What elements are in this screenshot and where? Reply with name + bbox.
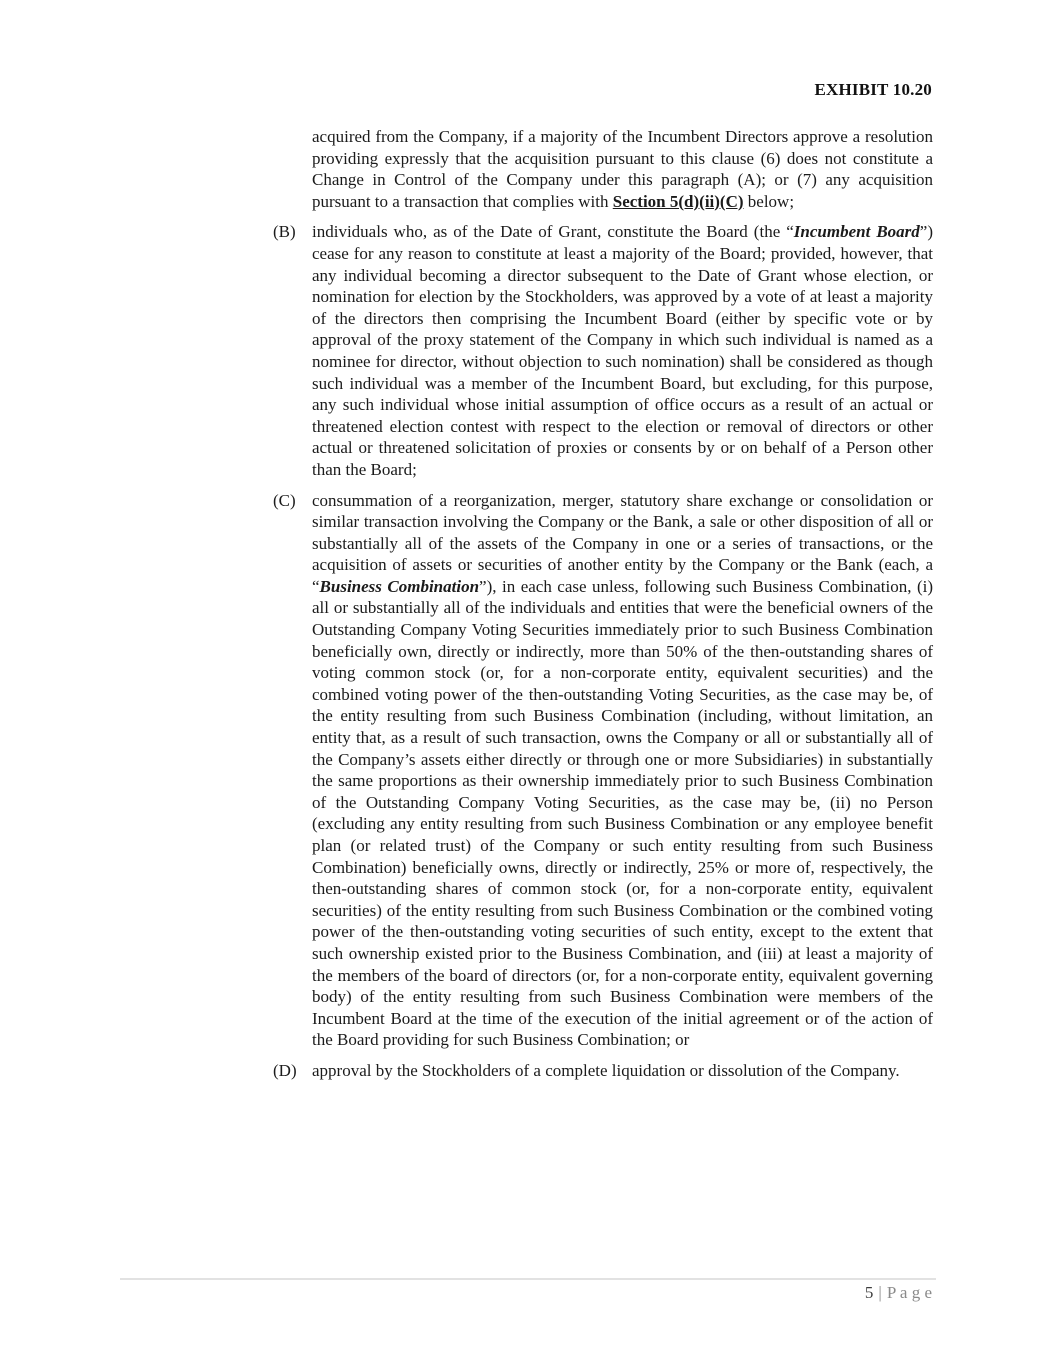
document-body <box>273 126 933 1091</box>
paragraph-d <box>273 1060 933 1082</box>
paragraph-c <box>273 490 933 1051</box>
footer-divider <box>120 1278 936 1280</box>
footer-page-label: P a g e <box>886 1283 932 1302</box>
paragraph-b <box>273 221 933 480</box>
paragraph-c-text: consummation of a reorganization, merger, statutory share exchange or consolidation or similar transaction involving the Company or the Bank, a sale or other disposition of all or substantially all of the assets of the Company in one or a series of transactions, or the acquisition of assets or securities of another entity by the Company or the Bank (each, a “Business Combination”), in each case unless, following such Business Combination, (i) all or substantially all of the individuals and entities that were the beneficial owners of the Outstanding Company Voting Securities immediately prior to such Business Combination beneficially own, directly or indirectly, more than 50% of the then-outstanding shares of voting common stock (or, for a non-corporate entity, equivalent securities) and the combined voting power of the then-outstanding Voting Securities, as the case may be, of the entity resulting from such Business Combination (including, without limitation, an entity that, as a result of such transaction, owns the Company or all or substantially all of the Company’s assets either directly or through one or more Subsidiaries) in substantially the same proportions as their ownership immediately prior to such Business Combination of the Outstanding Company Voting Securities, as the case may be, (ii) no Person (excluding any entity resulting from such Business Combination or any employee benefit plan (or related trust) of the Company or such entity resulting from such Business Combination) beneficially owns, directly or indirectly, 25% or more of, respectively, the then-outstanding shares of common stock (or, for a non-corporate entity, equivalent securities) of the entity resulting from such Business Combination or the combined voting power of the then-outstanding voting securities of such entity, except to the extent that such ownership existed prior to the Business Combination, and (iii) at least a majority of the members of the board of directors (or, for a non-corporate entity, equivalent governing body) of the entity resulting from such Business Combination were members of the Incumbent Board at the time of the execution of the initial agreement or of the action of the Board providing for such Business Combination; or <box>312 490 933 1050</box>
exhibit-header: EXHIBIT 10.20 <box>814 80 932 99</box>
paragraph-d-text: approval by the Stockholders of a complete liquidation or dissolution of the Company. <box>312 1060 900 1080</box>
page-footer <box>865 1283 932 1303</box>
footer-separator: | <box>878 1283 882 1302</box>
paragraph-c-label: (C) <box>273 490 296 510</box>
paragraph-d-label: (D) <box>273 1060 297 1080</box>
paragraph-b-text: individuals who, as of the Date of Grant, constitute the Board (the “Incumbent Board”) cease for any reason to constitute at least a majority of the Board; provided, however, that any individual becoming a director subsequent to the Date of Grant whose election, or nomination for election by the Stockholders, was approved by a vote of at least a majority of the directors then comprising the Incumbent Board (either by specific vote or by approval of the proxy statement of the Company in which such individual is named as a nominee for director, without objection to such nomination) shall be considered as though such individual was a member of the Incumbent Board, but excluding, for this purpose, any such individual whose initial assumption of office occurs as a result of an actual or threatened election contest with respect to the election or removal of directors or other actual or threatened solicitation of proxies or consents by or on behalf of a Person other than the Board; <box>312 222 933 479</box>
paragraph-text: acquired from the Company, if a majority of the Incumbent Directors approve a resolution providing expressly that the acquisition pursuant to this clause (6) does not constitute a Change in Control of the Company under this paragraph (A); or (7) any acquisition pursuant to a transaction that complies with Section 5(d)(ii)(C) below; <box>312 127 933 211</box>
footer-page-number: 5 <box>864 1283 874 1302</box>
paragraph-continuation <box>312 126 933 212</box>
paragraph-b-label: (B) <box>273 222 296 242</box>
